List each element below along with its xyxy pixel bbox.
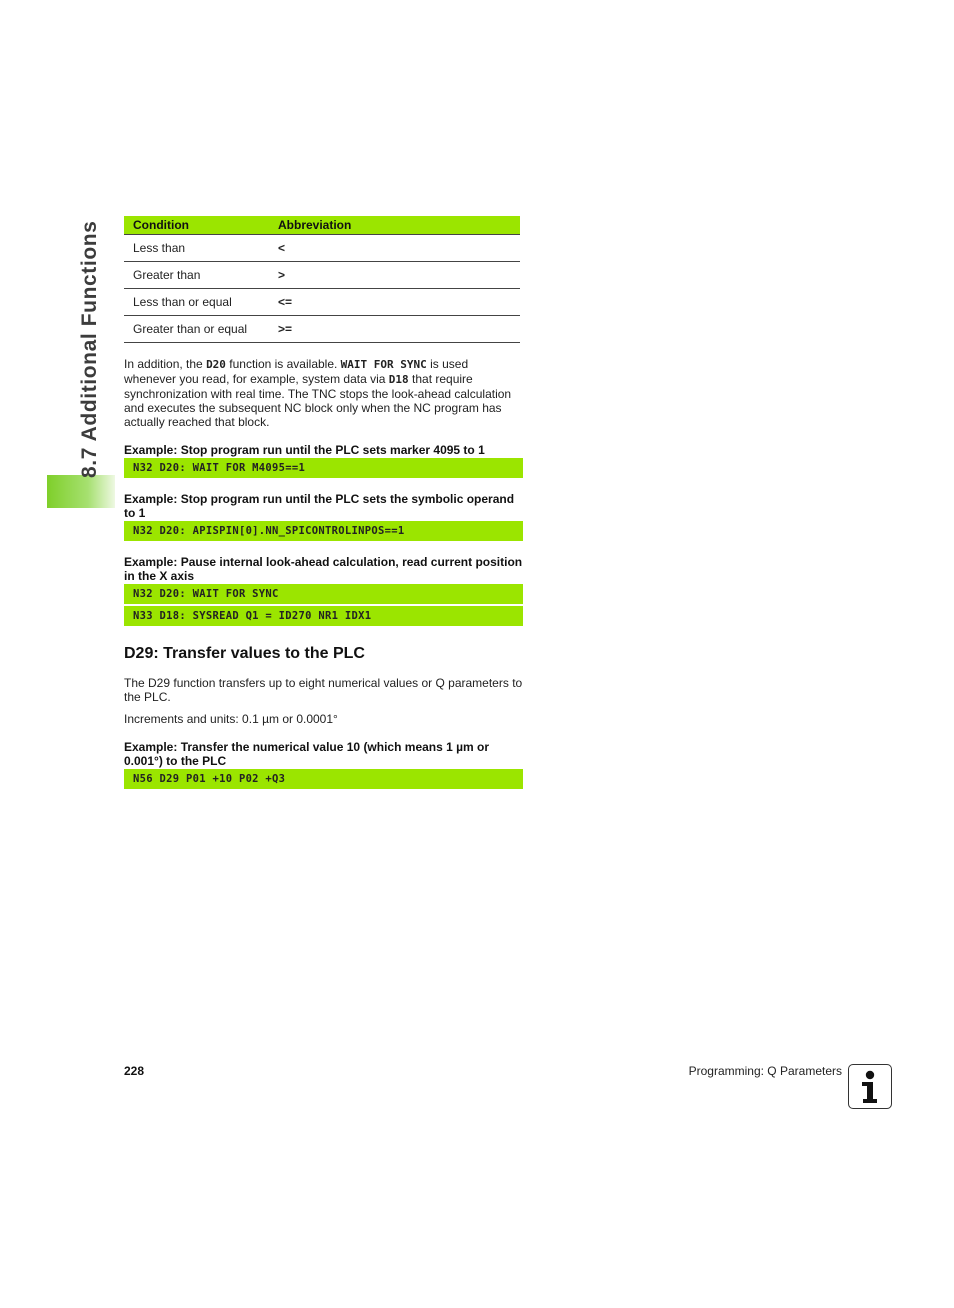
- abbreviation-cell: >: [269, 262, 520, 289]
- section-paragraph: The D29 function transfers up to eight numerical values or Q parameters to the PLC.: [124, 676, 523, 704]
- condition-table: [124, 216, 520, 343]
- info-icon-glyph: [849, 1065, 891, 1108]
- inline-code-wait-for-sync: WAIT FOR SYNC: [340, 358, 427, 371]
- intro-text: In addition, the: [124, 357, 207, 371]
- nc-code-line: N32 D20: APISPIN[0].NN_SPICONTROLINPOS==1: [124, 521, 523, 541]
- example-title: Example: Transfer the numerical value 10 (which means 1 µm or 0.001°) to the PLC: [124, 740, 490, 768]
- table-header-row: [124, 216, 520, 235]
- intro-text: that require synchronization with real time. The TNC stops the look-ahead calculation and executes the subsequent NC block only when the NC program has actually reached that block.: [124, 372, 512, 429]
- column-header-condition: Condition: [124, 216, 269, 235]
- example-title: Example: Stop program run until the PLC sets the symbolic operand to 1: [124, 492, 515, 520]
- condition-cell: Greater than or equal: [124, 316, 269, 343]
- nc-code-line: N33 D18: SYSREAD Q1 = ID270 NR1 IDX1: [124, 606, 523, 626]
- abbreviation-cell: <=: [269, 289, 520, 316]
- example-title: Example: Pause internal look-ahead calculation, read current position in the X axis: [124, 555, 523, 583]
- example-title: Example: Stop program run until the PLC sets marker 4095 to 1: [124, 443, 485, 457]
- abbreviation-cell: >=: [269, 316, 520, 343]
- nc-code-line: N32 D20: WAIT FOR SYNC: [124, 584, 523, 604]
- abbreviation-cell: <: [269, 235, 520, 262]
- condition-cell: Less than: [124, 235, 269, 262]
- inline-code-d20: D20: [206, 358, 226, 371]
- intro-text: is used whenever you read, for example, system data via: [124, 357, 469, 386]
- condition-cell: Greater than: [124, 262, 269, 289]
- table-row: [124, 235, 520, 262]
- intro-text: function is available.: [225, 357, 341, 371]
- table-row: [124, 289, 520, 316]
- info-icon: [848, 1064, 892, 1109]
- nc-code-line: N56 D29 P01 +10 P02 +Q3: [124, 769, 523, 789]
- footer-title: Programming: Q Parameters: [688, 1064, 842, 1078]
- table-row: [124, 262, 520, 289]
- column-header-abbreviation: Abbreviation: [269, 216, 520, 235]
- page-number: 228: [124, 1064, 145, 1078]
- chapter-tab: [47, 475, 115, 508]
- page-content: [124, 216, 523, 789]
- intro-paragraph: [124, 357, 523, 429]
- chapter-title: 8.7 Additional Functions: [78, 220, 101, 478]
- inline-code-d18: D18: [388, 373, 409, 386]
- section-heading: D29: Transfer values to the PLC: [124, 645, 365, 662]
- nc-code-line: N32 D20: WAIT FOR M4095==1: [124, 458, 523, 478]
- section-paragraph: Increments and units: 0.1 µm or 0.0001°: [124, 712, 338, 726]
- table-row: [124, 316, 520, 343]
- condition-cell: Less than or equal: [124, 289, 269, 316]
